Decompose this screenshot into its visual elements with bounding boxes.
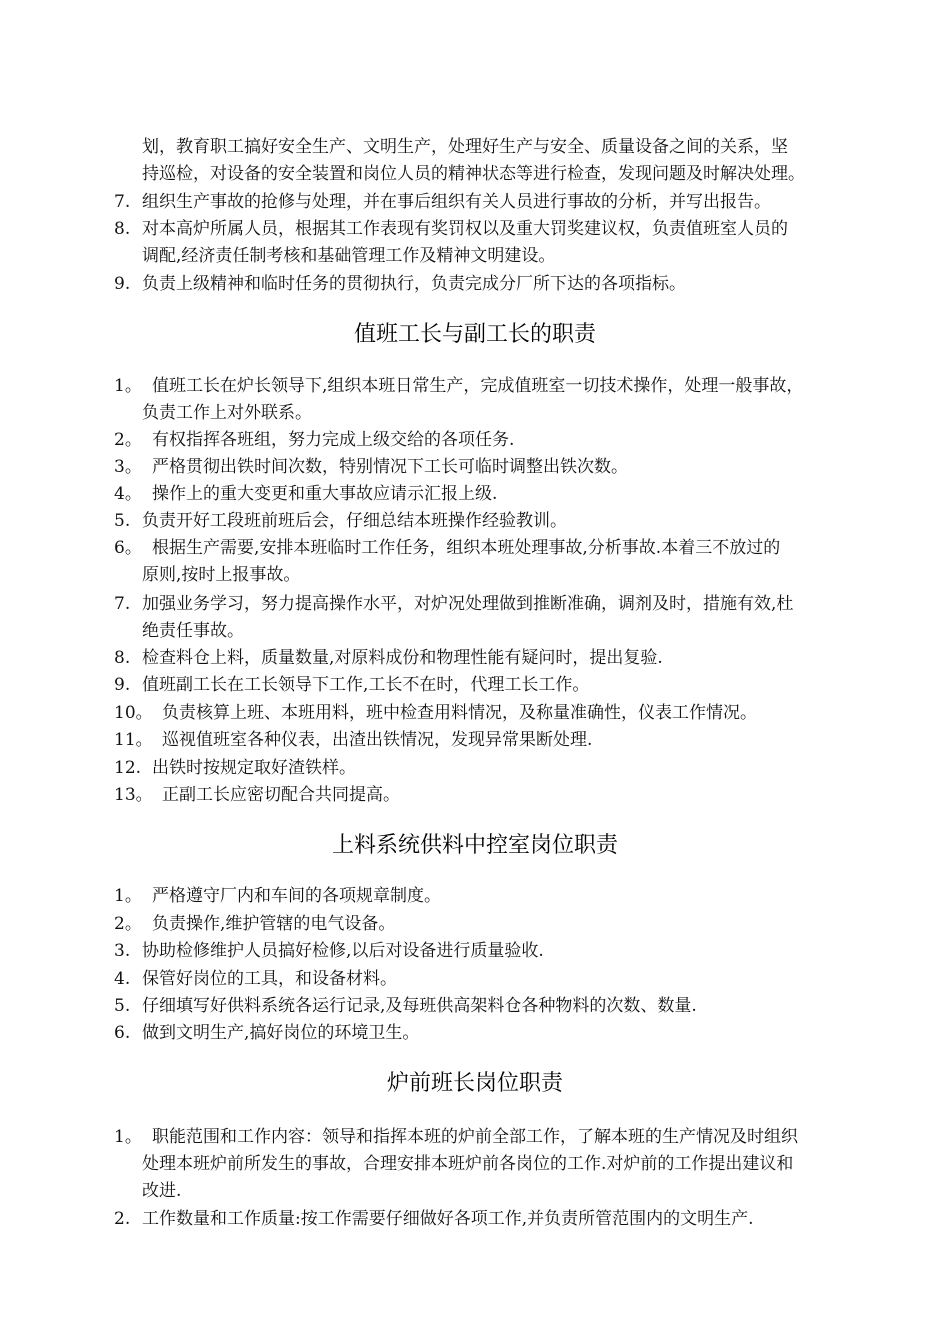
list-item [114,591,894,645]
list-item [114,911,894,938]
list-item [114,993,894,1020]
item-text: 正副工长应密切配合共同提高。 [162,785,400,805]
item-number: 13。 [114,785,153,805]
list-item [114,727,894,754]
item-text: 处理本班炉前所发生的事故，合理安排本班炉前各岗位的工作.对炉前的工作提出建议和 [142,1154,794,1174]
item-text: 工作数量和工作质量:按工作需要仔细做好各项工作,并负责所管范围内的文明生产. [142,1209,754,1229]
item-text: 负责操作,维护管辖的电气设备。 [152,914,396,934]
item-text: 严格贯彻出铁时间次数，特别情况下工长可临时调整出铁次数。 [152,457,628,477]
list-item [114,481,894,508]
list-item [114,883,894,910]
item-text: 负责核算上班、本班用料，班中检查用料情况，及称量准确性，仪表工作情况。 [162,703,757,723]
item-number: 2。 [114,430,142,450]
section-heading: 值班工长与副工长的职责 [353,322,596,347]
item-text: 负责上级精神和临时任务的贯彻执行，负责完成分厂所下达的各项指标。 [142,274,686,294]
item-text: 仔细填写好供料系统各运行记录,及每班供高架料仓各种物料的次数、数量. [142,996,697,1016]
item-number: 6. [114,1023,131,1043]
list-item [114,189,894,216]
list-item [114,454,894,481]
item-number: 1。 [114,376,142,396]
list-item [114,700,894,727]
item-text: 严格遵守厂内和车间的各项规章制度。 [152,886,441,906]
item-text: 巡视值班室各种仪表，出渣出铁情况，发现异常果断处理. [162,730,593,750]
item-number: 10。 [114,703,153,723]
item-text: 值班工长在炉长领导下,组织本班日常生产，完成值班室一切技术操作，处理一般事故， [152,376,804,396]
item-number: 4。 [114,484,142,504]
item-number: 1。 [114,886,142,906]
list-item [114,966,894,993]
item-text: 有权指挥各班组，努力完成上级交给的各项任务. [152,430,515,450]
list-item [114,427,894,454]
item-text: 调配,经济责任制考核和基础管理工作及精神文明建设。 [142,246,556,266]
item-number: 8. [114,648,131,668]
section-heading: 炉前班长岗位职责 [386,1071,563,1096]
item-text: 原则,按时上报事故。 [142,565,301,585]
item-text: 负责工作上对外联系。 [142,403,312,423]
continuation-line-2: 持巡检，对设备的安全装置和岗位人员的精神状态等进行检查，发现问题及时解决处理。 [142,164,805,184]
item-text: 根据生产需要,安排本班临时工作任务，组织本班处理事故,分析事故.本着三不放过的 [152,538,781,558]
item-text: 操作上的重大变更和重大事故应请示汇报上级. [152,484,498,504]
item-text: 检查料仓上料，质量数量,对原料成份和物理性能有疑问时，提出复验. [142,648,663,668]
item-text: 值班副工长在工长领导下工作,工长不在时，代理工长工作。 [142,675,590,695]
item-number: 11。 [114,730,153,750]
item-number: 1。 [114,1127,142,1147]
list-item [114,782,894,809]
item-number: 8. [114,219,131,239]
list-item [114,1124,894,1205]
item-text: 做到文明生产,搞好岗位的环境卫生。 [142,1023,420,1043]
item-number: 5. [114,511,131,531]
list-item [114,535,894,589]
list-item [114,645,894,672]
item-number: 12. [114,758,142,778]
item-text: 保管好岗位的工具，和设备材料。 [142,969,397,989]
item-text: 改进. [142,1181,182,1201]
list-item [114,672,894,699]
list-item [114,508,894,535]
item-number: 9. [114,675,131,695]
item-number: 6。 [114,538,142,558]
item-text: 职能范围和工作内容：领导和指挥本班的炉前全部工作，了解本班的生产情况及时组织 [152,1127,798,1147]
item-text: 出铁时按规定取好渣铁样。 [152,758,356,778]
item-number: 2. [114,1209,131,1229]
item-number: 9. [114,274,131,294]
item-number: 3。 [114,457,142,477]
item-text: 负责开好工段班前班后会，仔细总结本班操作经验教训。 [142,511,567,531]
item-text: 协助检修维护人员搞好检修,以后对设备进行质量验收. [142,941,544,961]
list-item [114,755,894,782]
item-text: 组织生产事故的抢修与处理，并在事后组织有关人员进行事故的分析，并写出报告。 [142,192,771,212]
list-item [114,373,894,427]
section-heading: 上料系统供料中控室岗位职责 [331,833,618,858]
item-text: 绝责任事故。 [142,621,244,641]
item-number: 3. [114,941,131,961]
list-item [114,216,894,270]
list-item [114,1020,894,1047]
item-number: 7. [114,192,131,212]
list-item [114,938,894,965]
list-item [114,1206,894,1233]
continuation-line-1: 划，教育职工搞好安全生产、文明生产，处理好生产与安全、质量设备之间的关系，坚 [142,137,788,157]
item-number: 2。 [114,914,142,934]
list-item [114,271,894,298]
item-text: 对本高炉所属人员，根据其工作表现有奖罚权以及重大罚奖建议权，负责值班室人员的 [142,219,788,239]
item-number: 7. [114,594,131,614]
item-number: 4. [114,969,131,989]
item-text: 加强业务学习，努力提高操作水平，对炉况处理做到推断准确，调剂及时，措施有效,杜 [142,594,794,614]
item-number: 5. [114,996,131,1016]
